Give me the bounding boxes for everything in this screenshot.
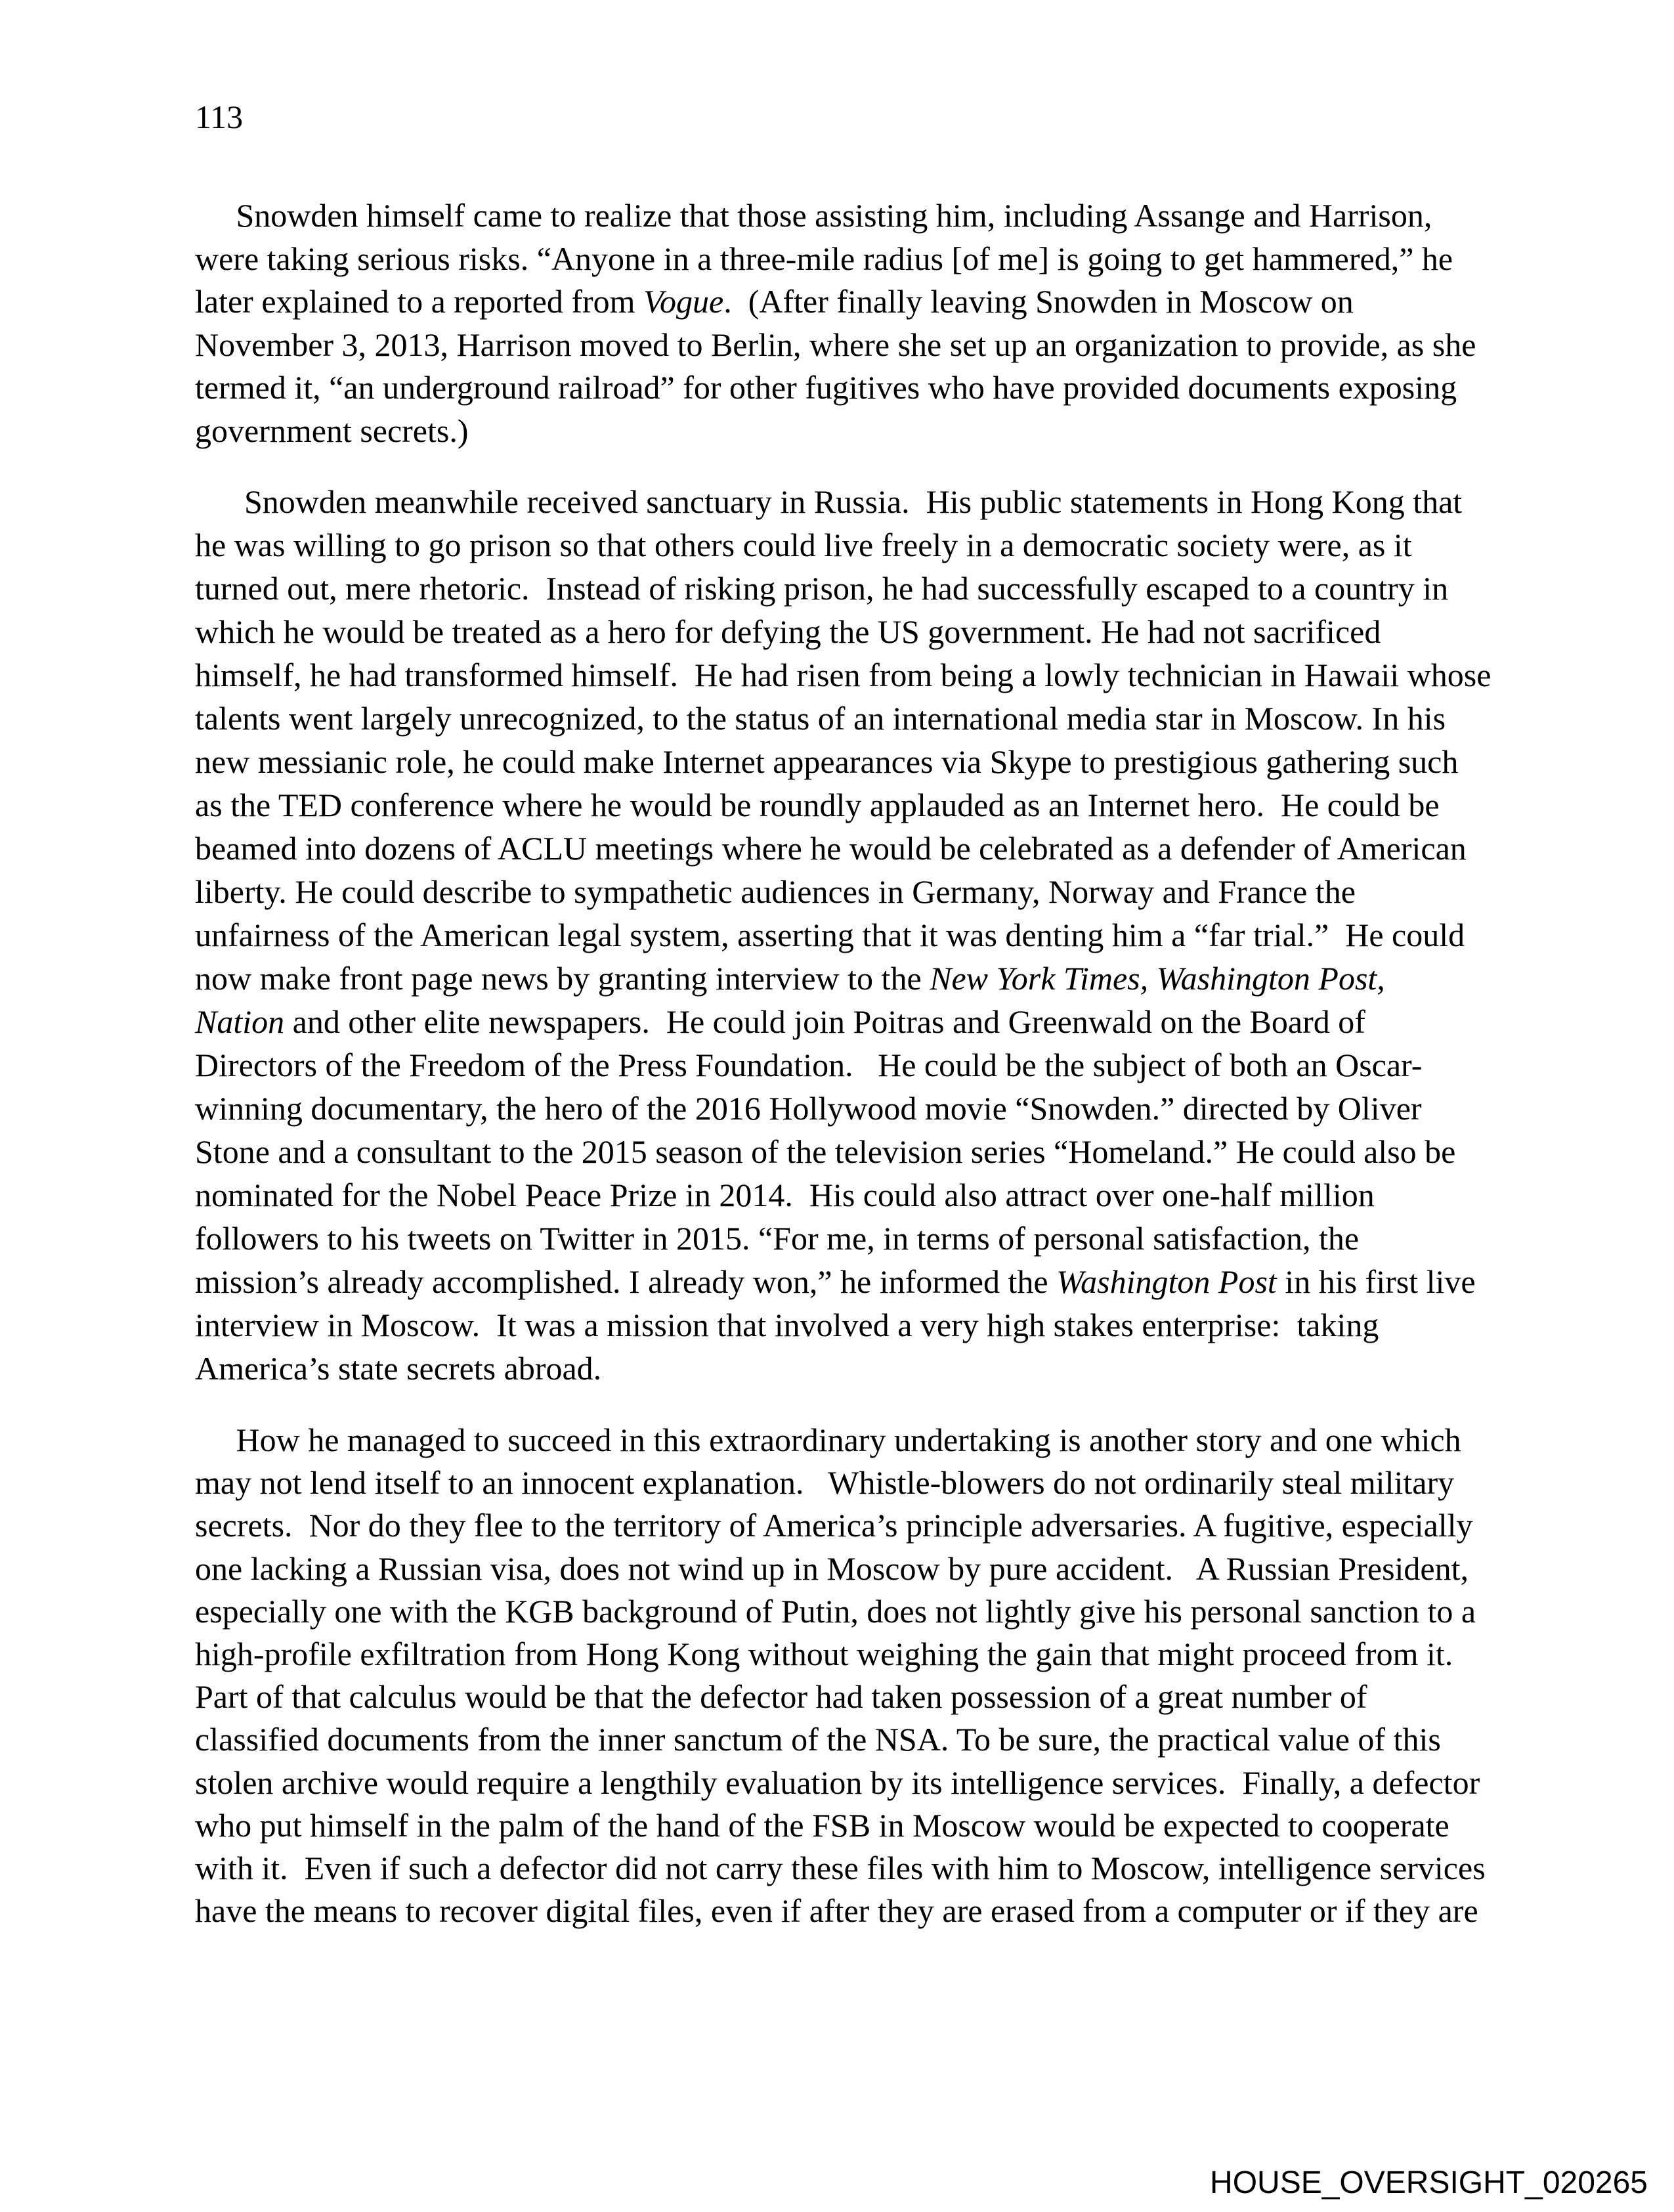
- text-run: Snowden meanwhile received sanctuary in Russia. His public statements in Hong Kong that: [195, 483, 1463, 520]
- text-run: especially one with the KGB background of Putin, does not lightly give his personal sanction to a: [195, 1592, 1476, 1630]
- text-line: [195, 1676, 1508, 1718]
- text-run: who put himself in the palm of the hand of the FSB in Moscow would be expected to cooperate: [195, 1806, 1449, 1844]
- text-line: [195, 1804, 1508, 1847]
- text-line: [195, 1347, 1508, 1390]
- text-line: [195, 783, 1508, 827]
- text-run: have the means to recover digital files, even if after they are erased from a computer or if they are: [195, 1892, 1478, 1930]
- text-line: [195, 1000, 1508, 1043]
- italic-title: Washington Post: [1056, 1263, 1277, 1300]
- text-run: Part of that calculus would be that the defector had taken possession of a great number of: [195, 1678, 1367, 1716]
- text-line: [195, 480, 1508, 523]
- text-run: stolen archive would require a lengthily evaluation by its intelligence services. Finally, a defector: [195, 1764, 1480, 1801]
- text-line: [195, 567, 1508, 610]
- text-run: in his first live: [1276, 1263, 1476, 1300]
- text-line: [195, 740, 1508, 783]
- text-run: unfairness of the American legal system, asserting that it was denting him a “far trial.” He could: [195, 917, 1465, 953]
- text-run: talents went largely unrecognized, to the status of an international media star in Moscow. In his: [195, 700, 1446, 737]
- text-line: [195, 280, 1508, 324]
- text-line: [195, 1260, 1508, 1303]
- text-run: How he managed to succeed in this extraordinary undertaking is another story and one which: [195, 1421, 1461, 1458]
- text-line: [195, 1173, 1508, 1217]
- text-run: later explained to a reported from: [195, 283, 644, 320]
- text-line: [195, 1590, 1508, 1633]
- text-line: [195, 1718, 1508, 1761]
- text-line: [195, 194, 1508, 238]
- text-line: [195, 1504, 1508, 1547]
- text-line: [195, 1043, 1508, 1087]
- text-line: [195, 1890, 1508, 1932]
- text-line: [195, 1303, 1508, 1347]
- paragraph: [195, 1419, 1508, 1932]
- text-run: classified documents from the inner sanctum of the NSA. To be sure, the practical value of this: [195, 1721, 1441, 1758]
- text-run: Directors of the Freedom of the Press Foundation. He could be the subject of both an Oscar-: [195, 1047, 1423, 1083]
- italic-title: New York Times, Washington Post,: [930, 960, 1385, 997]
- text-line: [195, 238, 1508, 281]
- italic-title: Nation: [195, 1003, 285, 1040]
- paragraph: [195, 480, 1508, 1390]
- text-line: [195, 913, 1508, 957]
- text-line: [195, 653, 1508, 697]
- text-line: [195, 610, 1508, 653]
- text-run: turned out, mere rhetoric. Instead of risking prison, he had successfully escaped to a country in: [195, 570, 1449, 607]
- text-line: [195, 1633, 1508, 1676]
- text-run: one lacking a Russian visa, does not wind up in Moscow by pure accident. A Russian President,: [195, 1550, 1469, 1587]
- text-run: now make front page news by granting interview to the: [195, 960, 930, 997]
- text-run: with it. Even if such a defector did not carry these files with him to Moscow, intelligence services: [195, 1849, 1486, 1886]
- text-line: [195, 366, 1508, 410]
- text-line: [195, 324, 1508, 367]
- text-run: which he would be treated as a hero for defying the US government. He had not sacrificed: [195, 613, 1381, 650]
- text-line: [195, 1847, 1508, 1890]
- paragraph: [195, 194, 1508, 452]
- text-line: [195, 1217, 1508, 1260]
- text-run: . (After finally leaving Snowden in Moscow on: [723, 283, 1354, 320]
- text-line: [195, 1548, 1508, 1590]
- text-run: winning documentary, the hero of the 2016 Hollywood movie “Snowden.” directed by Oliver: [195, 1090, 1422, 1127]
- text-line: [195, 1419, 1508, 1462]
- text-run: nominated for the Nobel Peace Prize in 2014. His could also attract over one-half million: [195, 1177, 1375, 1213]
- text-run: he was willing to go prison so that others could live freely in a democratic society were, as it: [195, 527, 1412, 563]
- text-line: [195, 697, 1508, 740]
- text-line: [195, 1130, 1508, 1173]
- text-run: as the TED conference where he would be roundly applauded as an Internet hero. He could be: [195, 787, 1440, 823]
- text-run: November 3, 2013, Harrison moved to Berlin, where she set up an organization to provide, as she: [195, 326, 1476, 363]
- text-run: himself, he had transformed himself. He had risen from being a lowly technician in Hawaii whose: [195, 657, 1492, 693]
- text-run: and other elite newspapers. He could join Poitras and Greenwald on the Board of: [284, 1003, 1365, 1040]
- text-run: new messianic role, he could make Internet appearances via Skype to prestigious gathering such: [195, 743, 1459, 780]
- text-run: mission’s already accomplished. I already won,” he informed the: [195, 1263, 1057, 1300]
- text-line: [195, 1462, 1508, 1504]
- text-run: interview in Moscow. It was a mission that involved a very high stakes enterprise: taking: [195, 1307, 1379, 1343]
- text-line: [195, 870, 1508, 913]
- page-number: 113: [195, 98, 244, 135]
- text-run: Snowden himself came to realize that those assisting him, including Assange and Harrison,: [195, 197, 1432, 234]
- italic-title: Vogue: [643, 283, 724, 320]
- text-run: government secrets.): [195, 412, 469, 449]
- text-run: secrets. Nor do they flee to the territory of America’s principle adversaries. A fugitive, especially: [195, 1507, 1473, 1544]
- text-run: high-profile exfiltration from Hong Kong without weighing the gain that might proceed from it.: [195, 1635, 1453, 1672]
- text-line: [195, 1087, 1508, 1130]
- text-run: termed it, “an underground railroad” for other fugitives who have provided documents exposing: [195, 369, 1457, 406]
- text-line: [195, 410, 1508, 453]
- text-run: were taking serious risks. “Anyone in a three-mile radius [of me] is going to get hammered,” he: [195, 240, 1453, 277]
- text-line: [195, 957, 1508, 1000]
- text-run: liberty. He could describe to sympathetic audiences in Germany, Norway and France the: [195, 873, 1356, 910]
- text-run: may not lend itself to an innocent explanation. Whistle-blowers do not ordinarily steal military: [195, 1464, 1455, 1502]
- text-line: [195, 523, 1508, 567]
- text-line: [195, 1762, 1508, 1804]
- text-run: followers to his tweets on Twitter in 2015. “For me, in terms of personal satisfaction, the: [195, 1220, 1360, 1257]
- text-run: Stone and a consultant to the 2015 season of the television series “Homeland.” He could also be: [195, 1133, 1456, 1170]
- text-run: beamed into dozens of ACLU meetings where he would be celebrated as a defender of American: [195, 830, 1467, 867]
- bates-stamp: HOUSE_OVERSIGHT_020265: [1210, 2165, 1648, 2200]
- text-line: [195, 827, 1508, 870]
- text-run: America’s state secrets abroad.: [195, 1350, 602, 1387]
